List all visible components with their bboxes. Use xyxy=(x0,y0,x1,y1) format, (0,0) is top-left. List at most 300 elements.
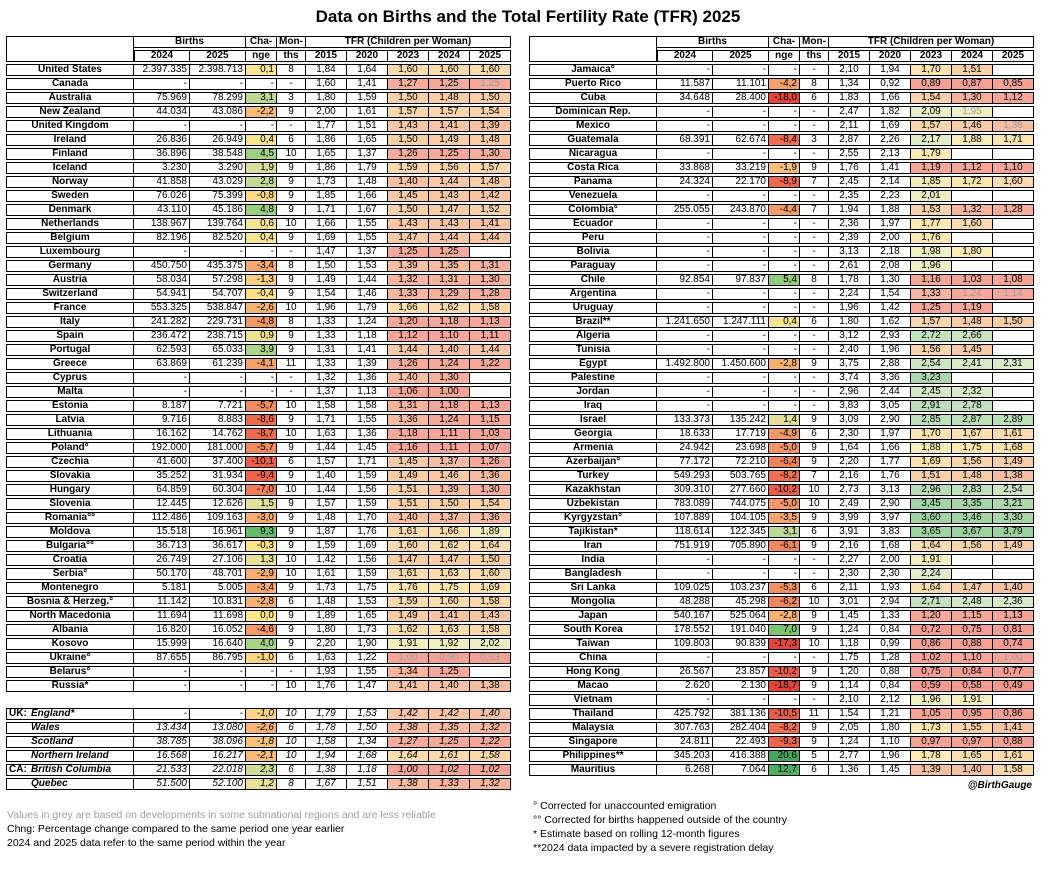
cell-change: -3,4 xyxy=(246,260,277,272)
table-row xyxy=(6,400,511,412)
cell-births-2025: 503.765 xyxy=(713,470,769,482)
cell-tfr-2024 xyxy=(952,568,993,580)
cell-tfr-2024: 1,10 xyxy=(429,330,470,342)
cell-tfr-2023: 3,60 xyxy=(911,512,952,524)
cell-births-2024: - xyxy=(134,78,190,90)
cell-tfr-2020: 2,00 xyxy=(870,232,911,244)
cell-tfr-2025: 0,77 xyxy=(993,666,1034,678)
table-row xyxy=(529,204,1034,216)
cell-births-2025: 31.934 xyxy=(190,470,246,482)
cell-country: Uzbekistan xyxy=(529,498,657,510)
cell-births-2024: 41.858 xyxy=(134,176,190,188)
cell-births-2025: 11.698 xyxy=(190,610,246,622)
cell-tfr-2020: 1,53 xyxy=(347,708,388,720)
country-label: Northern Ireland xyxy=(31,750,109,761)
cell-country: Azerbaijan° xyxy=(529,456,657,468)
cell-months: 8 xyxy=(277,64,306,76)
table-row xyxy=(6,64,511,76)
cell-tfr-2024: 1,40 xyxy=(429,344,470,356)
cell-births-2025: - xyxy=(713,246,769,258)
cell-country: Belgium xyxy=(6,232,134,244)
cell-country: Luxembourg xyxy=(6,246,134,258)
cell-tfr-2023: 1,61 xyxy=(388,526,429,538)
cell-tfr-2015: 2,47 xyxy=(829,106,870,118)
header-tfr-year-2024: 2024 xyxy=(429,50,470,62)
cell-change: - xyxy=(769,302,800,314)
table-row xyxy=(6,750,511,762)
cell-tfr-2024: 2,87 xyxy=(952,414,993,426)
cell-country: Germany xyxy=(6,260,134,272)
header-row-1 xyxy=(6,36,511,48)
cell-tfr-2020: 0,84 xyxy=(870,624,911,636)
cell-months: 8 xyxy=(277,260,306,272)
cell-change: -1,0 xyxy=(246,708,277,720)
cell-births-2024: - xyxy=(657,246,713,258)
cell-births-2025: 52.100 xyxy=(190,778,246,790)
cell-births-2025: 54.707 xyxy=(190,288,246,300)
cell-births-2025: - xyxy=(713,372,769,384)
footnote-registration-delay: **2024 data impacted by a severe registration delay xyxy=(533,842,774,854)
cell-months: 10 xyxy=(277,428,306,440)
table-row xyxy=(529,64,1034,76)
cell-change: -8,2 xyxy=(769,470,800,482)
cell-tfr-2025: 1,10 xyxy=(993,162,1034,174)
cell-tfr-2023: 1,76 xyxy=(388,582,429,594)
cell-tfr-2025 xyxy=(993,260,1034,272)
cell-change: -1,3 xyxy=(246,274,277,286)
cell-tfr-2020: 1,45 xyxy=(870,764,911,776)
cell-tfr-2025: 1,60 xyxy=(470,64,511,76)
cell-tfr-2015: 1,48 xyxy=(306,512,347,524)
cell-tfr-2023: 3,65 xyxy=(911,526,952,538)
header-births-year-2025: 2025 xyxy=(190,50,246,62)
cell-births-2025: - xyxy=(713,64,769,76)
cell-tfr-2020: 1,69 xyxy=(870,120,911,132)
cell-births-2024: 58.034 xyxy=(134,274,190,286)
cell-tfr-2025: 1,49 xyxy=(993,540,1034,552)
cell-months: - xyxy=(800,568,829,580)
cell-tfr-2015: 2,11 xyxy=(829,582,870,594)
cell-tfr-2025: 1,38 xyxy=(993,120,1034,132)
cell-tfr-2015: 1,77 xyxy=(306,120,347,132)
cell-tfr-2025: 1,32 xyxy=(470,722,511,734)
cell-tfr-2015: 3,99 xyxy=(829,512,870,524)
cell-months: 6 xyxy=(277,596,306,608)
table-row xyxy=(6,134,511,146)
cell-births-2025: 238.715 xyxy=(190,330,246,342)
cell-births-2025: 109.163 xyxy=(190,512,246,524)
cell-tfr-2025: 1,22 xyxy=(470,358,511,370)
table-row xyxy=(529,512,1034,524)
cell-births-2024: 549.293 xyxy=(657,470,713,482)
cell-births-2024: - xyxy=(657,554,713,566)
table-row xyxy=(6,694,511,706)
cell-tfr-2015: 1,33 xyxy=(306,316,347,328)
cell-tfr-2015: 1,89 xyxy=(306,610,347,622)
cell-tfr-2020: 1,48 xyxy=(347,176,388,188)
cell-tfr-2023: 2,71 xyxy=(911,596,952,608)
cell-months: 10 xyxy=(800,596,829,608)
cell-births-2024: 34.648 xyxy=(657,92,713,104)
cell-tfr-2023: 1,19 xyxy=(911,162,952,174)
cell-tfr-2025: 1,58 xyxy=(993,764,1034,776)
cell-change: -4,4 xyxy=(769,204,800,216)
cell-country: Ecuador xyxy=(529,218,657,230)
cell-births-2025: 7.721 xyxy=(190,400,246,412)
cell-months: 6 xyxy=(277,456,306,468)
cell-country: Iran xyxy=(529,540,657,552)
cell-tfr-2024: 1,63 xyxy=(429,624,470,636)
cell-births-2024: 15.999 xyxy=(134,638,190,650)
cell-months: 9 xyxy=(277,512,306,524)
cell-tfr-2024: 1,40 xyxy=(952,764,993,776)
cell-tfr-2023: 1,16 xyxy=(911,274,952,286)
cell-tfr-2024: 1,32 xyxy=(952,204,993,216)
cell-tfr-2020: 1,39 xyxy=(347,358,388,370)
cell-country: Kyrgyzstan° xyxy=(529,512,657,524)
table-row xyxy=(6,722,511,734)
cell-tfr-2015: 1,64 xyxy=(829,442,870,454)
cell-tfr-2024: 1,25 xyxy=(429,246,470,258)
cell-months: 7 xyxy=(800,470,829,482)
cell-tfr-2015: 2,73 xyxy=(829,484,870,496)
cell-tfr-2024: 1,37 xyxy=(429,456,470,468)
cell-tfr-2020: 1,59 xyxy=(347,568,388,580)
table-row xyxy=(6,316,511,328)
cell-tfr-2015: 1,58 xyxy=(306,400,347,412)
cell-country: Brazil** xyxy=(529,316,657,328)
cell-births-2024: 75.969 xyxy=(134,92,190,104)
cell-country: Romania°° xyxy=(6,512,134,524)
cell-tfr-2020: 1,68 xyxy=(870,540,911,552)
cell-months: 9 xyxy=(800,162,829,174)
cell-tfr-2025: 1,71 xyxy=(993,134,1034,146)
cell-change: - xyxy=(769,106,800,118)
table-row xyxy=(529,554,1034,566)
cell-tfr-2015: 2,96 xyxy=(829,386,870,398)
cell-births-2024: - xyxy=(134,120,190,132)
table-row xyxy=(6,498,511,510)
cell-tfr-2020: 1,50 xyxy=(347,722,388,734)
cell-tfr-2025: 1,00 xyxy=(993,652,1034,664)
cell-tfr-2020: 1,73 xyxy=(347,624,388,636)
cell-tfr-2023: 1,73 xyxy=(911,722,952,734)
cell-tfr-2020: 1,10 xyxy=(870,736,911,748)
cell-months: - xyxy=(800,246,829,258)
cell-tfr-2024: 1,18 xyxy=(429,316,470,328)
cell-change: -2,6 xyxy=(246,302,277,314)
cell-births-2024: 2.397.335 xyxy=(134,64,190,76)
cell-births-2024: 51.500 xyxy=(134,778,190,790)
footnote-period: 2024 and 2025 data refer to the same period within the year xyxy=(7,837,286,849)
cell-births-2024: 82.196 xyxy=(134,232,190,244)
cell-births-2025: 135.242 xyxy=(713,414,769,426)
cell-months: 10 xyxy=(277,218,306,230)
cell-births-2024: 425.792 xyxy=(657,708,713,720)
cell-tfr-2015: 2,16 xyxy=(829,540,870,552)
table-row xyxy=(6,372,511,384)
cell-tfr-2023: 1,26 xyxy=(388,148,429,160)
table-row xyxy=(529,120,1034,132)
cell-tfr-2025 xyxy=(993,400,1034,412)
cell-tfr-2015: 1,36 xyxy=(829,764,870,776)
cell-tfr-2025 xyxy=(993,694,1034,706)
cell-country: Mexico xyxy=(529,120,657,132)
table-row xyxy=(529,624,1034,636)
table-row xyxy=(6,554,511,566)
cell-births-2024: 33.868 xyxy=(657,162,713,174)
cell-tfr-2023: 0,59 xyxy=(911,680,952,692)
cell-tfr-2023: 1,57 xyxy=(388,106,429,118)
cell-months: 6 xyxy=(800,92,829,104)
cell-tfr-2020: 1,41 xyxy=(870,162,911,174)
cell-months: 3 xyxy=(800,134,829,146)
table-row xyxy=(6,414,511,426)
cell-tfr-2023: 1,41 xyxy=(388,680,429,692)
cell-tfr-2025: 0,88 xyxy=(993,736,1034,748)
cell-tfr-2015: 2,55 xyxy=(829,148,870,160)
table-row xyxy=(6,218,511,230)
cell-tfr-2020: 1,59 xyxy=(347,498,388,510)
cell-months: 6 xyxy=(277,134,306,146)
footnote-emigration: ° Corrected for unaccounted emigration xyxy=(533,800,717,812)
cell-change: - xyxy=(769,260,800,272)
cell-births-2024: 77.172 xyxy=(657,456,713,468)
cell-months: 9 xyxy=(800,666,829,678)
cell-months: 5 xyxy=(800,750,829,762)
table-row xyxy=(6,386,511,398)
cell-tfr-2015: 2,16 xyxy=(829,470,870,482)
cell-tfr-2024: 1,15 xyxy=(952,610,993,622)
cell-tfr-2020: 3,05 xyxy=(870,400,911,412)
cell-tfr-2015: 1,96 xyxy=(306,302,347,314)
cell-tfr-2024: 1,24 xyxy=(429,358,470,370)
table-row xyxy=(529,442,1034,454)
cell-months: 6 xyxy=(277,722,306,734)
cell-tfr-2025: 1,14 xyxy=(993,288,1034,300)
cell-tfr-2025: 1,50 xyxy=(993,316,1034,328)
cell-country: Algeria xyxy=(529,330,657,342)
cell-months: - xyxy=(800,260,829,272)
cell-tfr-2023: 2,24 xyxy=(911,568,952,580)
cell-tfr-2015: 2,45 xyxy=(829,176,870,188)
cell-country: Chile xyxy=(529,274,657,286)
cell-months: 3 xyxy=(277,92,306,104)
cell-months: 7 xyxy=(800,176,829,188)
cell-tfr-2015: 1,33 xyxy=(306,330,347,342)
cell-change: -8,4 xyxy=(769,134,800,146)
cell-births-2025: 744.075 xyxy=(713,498,769,510)
cell-tfr-2023: 1,53 xyxy=(911,204,952,216)
cell-country: Argentina xyxy=(529,288,657,300)
cell-country: Bangladesh xyxy=(529,568,657,580)
cell-tfr-2020: 1,90 xyxy=(347,638,388,650)
cell-months: - xyxy=(800,302,829,314)
header-births: Births xyxy=(134,36,246,48)
cell-tfr-2024: 1,47 xyxy=(429,204,470,216)
cell-months: 9 xyxy=(277,610,306,622)
cell-tfr-2025 xyxy=(993,386,1034,398)
cell-tfr-2024: 1,35 xyxy=(429,722,470,734)
cell-months: - xyxy=(800,344,829,356)
cell-tfr-2024: 1,46 xyxy=(952,120,993,132)
cell-country: Netherlands xyxy=(6,218,134,230)
cell-births-2025: - xyxy=(713,330,769,342)
cell-change: -3,5 xyxy=(769,512,800,524)
cell-months: 10 xyxy=(800,484,829,496)
cell-tfr-2024: 1,11 xyxy=(429,428,470,440)
cell-tfr-2025: 3,30 xyxy=(993,512,1034,524)
cell-tfr-2015: 2,20 xyxy=(306,638,347,650)
cell-tfr-2023: 1,47 xyxy=(388,232,429,244)
cell-change: 1,3 xyxy=(246,554,277,566)
cell-tfr-2015: 2,10 xyxy=(829,694,870,706)
cell-tfr-2024: 1,51 xyxy=(952,64,993,76)
cell-change: 2,3 xyxy=(246,764,277,776)
cell-births-2024: - xyxy=(657,288,713,300)
cell-tfr-2015: 1,37 xyxy=(306,386,347,398)
cell-months: 6 xyxy=(800,316,829,328)
table-row xyxy=(6,652,511,664)
cell-tfr-2024: 2,48 xyxy=(952,596,993,608)
cell-change: 3,1 xyxy=(769,526,800,538)
cell-tfr-2025: 1,50 xyxy=(470,92,511,104)
cell-births-2025: 103.237 xyxy=(713,582,769,594)
cell-births-2024: - xyxy=(134,372,190,384)
group-prefix: CA: xyxy=(9,764,27,775)
cell-tfr-2025: 1,49 xyxy=(993,456,1034,468)
cell-tfr-2015: 3,13 xyxy=(829,246,870,258)
cell-tfr-2020: 1,80 xyxy=(870,722,911,734)
cell-country: Mongolia xyxy=(529,596,657,608)
cell-country: Jamaica° xyxy=(529,64,657,76)
cell-tfr-2024: 1,55 xyxy=(952,722,993,734)
cell-tfr-2015: 1,93 xyxy=(306,666,347,678)
cell-tfr-2020: 1,58 xyxy=(347,400,388,412)
cell-tfr-2025: 1,32 xyxy=(470,778,511,790)
cell-births-2024: 192.000 xyxy=(134,442,190,454)
cell-months: - xyxy=(800,330,829,342)
cell-tfr-2024: 1,45 xyxy=(952,344,993,356)
cell-tfr-2020: 0,92 xyxy=(870,78,911,90)
cell-tfr-2015: 1,66 xyxy=(306,218,347,230)
cell-births-2024: 540.167 xyxy=(657,610,713,622)
table-row xyxy=(6,344,511,356)
cell-months: 6 xyxy=(800,582,829,594)
cell-tfr-2020: 1,75 xyxy=(347,582,388,594)
cell-births-2025: 538.847 xyxy=(190,302,246,314)
cell-change: -4,8 xyxy=(246,316,277,328)
cell-tfr-2023: 1,05 xyxy=(911,708,952,720)
cell-tfr-2025: 3,79 xyxy=(993,526,1034,538)
cell-tfr-2024: 1,62 xyxy=(429,302,470,314)
cell-tfr-2023: 1,78 xyxy=(911,750,952,762)
table-row xyxy=(529,106,1034,118)
cell-births-2024: 107.889 xyxy=(657,512,713,524)
cell-tfr-2023: 1,59 xyxy=(388,596,429,608)
table-row xyxy=(6,484,511,496)
cell-months: 10 xyxy=(277,302,306,314)
cell-births-2024: 8.187 xyxy=(134,400,190,412)
cell-months: 10 xyxy=(277,750,306,762)
cell-births-2025: 14.762 xyxy=(190,428,246,440)
cell-tfr-2025: 1,28 xyxy=(993,204,1034,216)
cell-tfr-2015: 1,71 xyxy=(306,414,347,426)
table-row xyxy=(529,750,1034,762)
cell-tfr-2015: 2,20 xyxy=(829,456,870,468)
cell-births-2025: 75.399 xyxy=(190,190,246,202)
cell-country xyxy=(6,722,134,734)
cell-births-2025: 37.400 xyxy=(190,456,246,468)
cell-months: 8 xyxy=(277,316,306,328)
cell-births-2024: 26.836 xyxy=(134,134,190,146)
cell-tfr-2024: 1,66 xyxy=(429,526,470,538)
cell-tfr-2025: 1,03 xyxy=(470,428,511,440)
cell-tfr-2025: 1,48 xyxy=(470,134,511,146)
cell-country: Iraq xyxy=(529,400,657,412)
cell-births-2025: 181.000 xyxy=(190,442,246,454)
cell-tfr-2015: 1,73 xyxy=(306,176,347,188)
table-row xyxy=(6,666,511,678)
cell-births-2025: 48.701 xyxy=(190,568,246,580)
cell-tfr-2015: 3,83 xyxy=(829,400,870,412)
cell-births-2024: 109.803 xyxy=(657,638,713,650)
cell-country: Italy xyxy=(6,316,134,328)
cell-births-2024: - xyxy=(657,344,713,356)
cell-births-2025: 1.247.111 xyxy=(713,316,769,328)
cell-months: 9 xyxy=(277,190,306,202)
cell-country xyxy=(6,750,134,762)
table-row xyxy=(529,680,1034,692)
cell-months: - xyxy=(800,120,829,132)
cell-births-2024: 35.252 xyxy=(134,470,190,482)
cell-tfr-2015: 2,30 xyxy=(829,428,870,440)
cell-tfr-2024 xyxy=(952,372,993,384)
cell-tfr-2025: 0,93 xyxy=(470,652,511,664)
cell-tfr-2025 xyxy=(993,190,1034,202)
cell-births-2025: 705.890 xyxy=(713,540,769,552)
cell-tfr-2023: 1,96 xyxy=(911,260,952,272)
cell-births-2025: - xyxy=(190,120,246,132)
cell-tfr-2023: 1,40 xyxy=(388,512,429,524)
cell-tfr-2020: 1,54 xyxy=(870,288,911,300)
cell-births-2024: - xyxy=(657,568,713,580)
cell-births-2025: - xyxy=(713,400,769,412)
cell-change: 0,0 xyxy=(246,610,277,622)
cell-tfr-2025: 1,60 xyxy=(470,568,511,580)
cell-change: -6,4 xyxy=(769,456,800,468)
cell-tfr-2020: 1,41 xyxy=(347,344,388,356)
cell-tfr-2020: 1,70 xyxy=(347,512,388,524)
cell-births-2024: - xyxy=(657,302,713,314)
cell-tfr-2024: 1,43 xyxy=(429,218,470,230)
cell-tfr-2024: 3,67 xyxy=(952,526,993,538)
cell-tfr-2025 xyxy=(993,148,1034,160)
cell-births-2025: - xyxy=(190,78,246,90)
cell-tfr-2025: 1,68 xyxy=(993,442,1034,454)
cell-change: - xyxy=(769,372,800,384)
cell-country: Albania xyxy=(6,624,134,636)
cell-change: -2,2 xyxy=(246,106,277,118)
cell-births-2024: 6.268 xyxy=(657,764,713,776)
cell-tfr-2024: 1,25 xyxy=(429,148,470,160)
cell-births-2025: 86.795 xyxy=(190,652,246,664)
cell-tfr-2015: 2,05 xyxy=(829,722,870,734)
table-row xyxy=(6,610,511,622)
table-row xyxy=(6,764,511,776)
header-row-1 xyxy=(529,36,1034,48)
cell-country: Costa Rica xyxy=(529,162,657,174)
